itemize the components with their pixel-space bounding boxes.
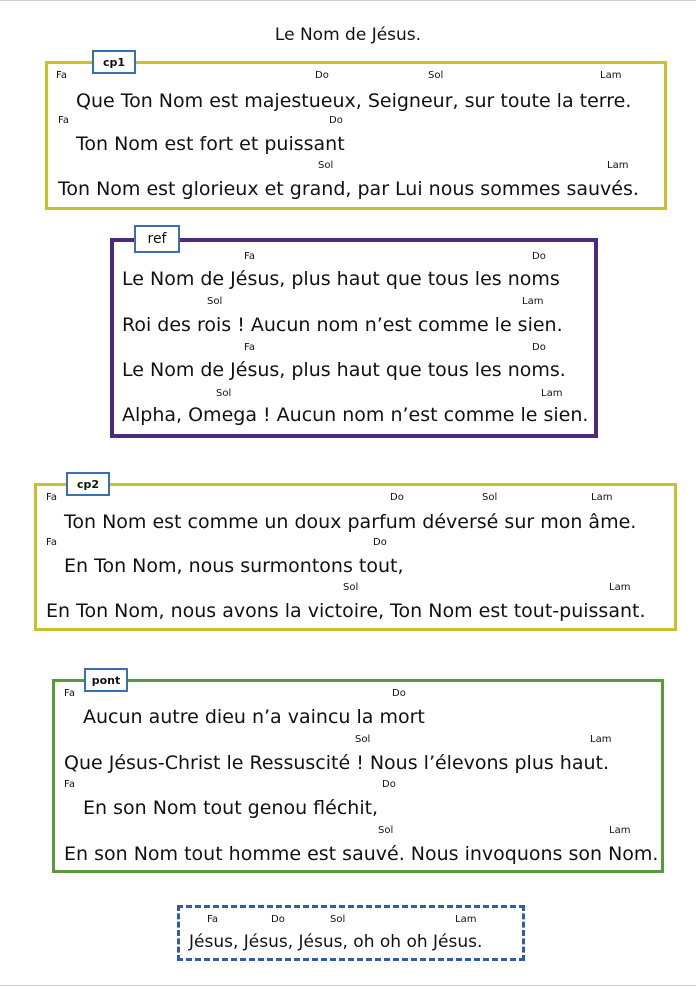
lyric-line: Que Ton Nom est majestueux, Seigneur, sur toute la terre. xyxy=(76,90,632,112)
chord: Do xyxy=(532,342,546,353)
chord: Do xyxy=(271,914,285,925)
chord: Lam xyxy=(607,160,629,171)
chord: Lam xyxy=(522,296,544,307)
chord: Do xyxy=(532,251,546,262)
verse-1-tag: cp1 xyxy=(92,50,136,74)
chord: Do xyxy=(390,492,404,503)
chord: Fa xyxy=(244,342,255,353)
chord: Fa xyxy=(64,779,75,790)
verse-2-tag: cp2 xyxy=(66,472,110,496)
chord: Sol xyxy=(207,296,223,307)
refrain-tag: ref xyxy=(134,225,180,253)
chord: Fa xyxy=(58,115,69,126)
chord: Lam xyxy=(590,734,612,745)
lyric-line: En Ton Nom, nous avons la victoire, Ton Nom est tout-puissant. xyxy=(46,600,646,622)
chord: Fa xyxy=(56,70,67,81)
lyric-line: En Ton Nom, nous surmontons tout, xyxy=(64,555,404,577)
chord: Sol xyxy=(318,160,334,171)
chord: Sol xyxy=(343,582,359,593)
chord: Do xyxy=(382,779,396,790)
chord: Fa xyxy=(46,537,57,548)
chord: Lam xyxy=(609,582,631,593)
chord: Lam xyxy=(591,492,613,503)
chord: Sol xyxy=(355,734,371,745)
lyric-line: Ton Nom est fort et puissant xyxy=(76,133,345,155)
bridge-tag: pont xyxy=(84,668,128,692)
chord: Do xyxy=(373,537,387,548)
chord: Fa xyxy=(244,251,255,262)
chord: Lam xyxy=(600,70,622,81)
lyric-line: En son Nom tout genou fléchit, xyxy=(83,797,379,819)
lyric-line: Jésus, Jésus, Jésus, oh oh oh Jésus. xyxy=(189,932,483,952)
page-bottom-rule xyxy=(0,985,696,986)
chord: Do xyxy=(392,688,406,699)
lyric-line: Le Nom de Jésus, plus haut que tous les noms xyxy=(122,268,560,290)
page-title: Le Nom de Jésus. xyxy=(274,25,422,45)
chord: Fa xyxy=(64,688,75,699)
chord: Lam xyxy=(609,825,631,836)
chord: Sol xyxy=(482,492,498,503)
chord: Sol xyxy=(378,825,394,836)
chord: Lam xyxy=(455,914,477,925)
lyric-line: Le Nom de Jésus, plus haut que tous les noms. xyxy=(122,359,566,381)
chord: Sol xyxy=(428,70,444,81)
lyric-line: En son Nom tout homme est sauvé. Nous invoquons son Nom. xyxy=(64,843,659,865)
lyric-line: Ton Nom est comme un doux parfum déversé sur mon âme. xyxy=(64,511,637,533)
lyric-line: Aucun autre dieu n’a vaincu la mort xyxy=(83,706,425,728)
lyric-line: Que Jésus-Christ le Ressuscité ! Nous l’élevons plus haut. xyxy=(64,752,610,774)
lyric-line: Alpha, Omega ! Aucun nom n’est comme le sien. xyxy=(122,404,589,426)
chord: Sol xyxy=(330,914,346,925)
chord: Do xyxy=(329,115,343,126)
chord: Sol xyxy=(216,388,232,399)
lyric-line: Ton Nom est glorieux et grand, par Lui nous sommes sauvés. xyxy=(58,178,639,200)
page-top-rule xyxy=(0,0,696,1)
chord: Lam xyxy=(541,388,563,399)
chord: Fa xyxy=(46,492,57,503)
lyric-line: Roi des rois ! Aucun nom n’est comme le sien. xyxy=(122,314,563,336)
chord: Do xyxy=(315,70,329,81)
chord: Fa xyxy=(207,914,218,925)
